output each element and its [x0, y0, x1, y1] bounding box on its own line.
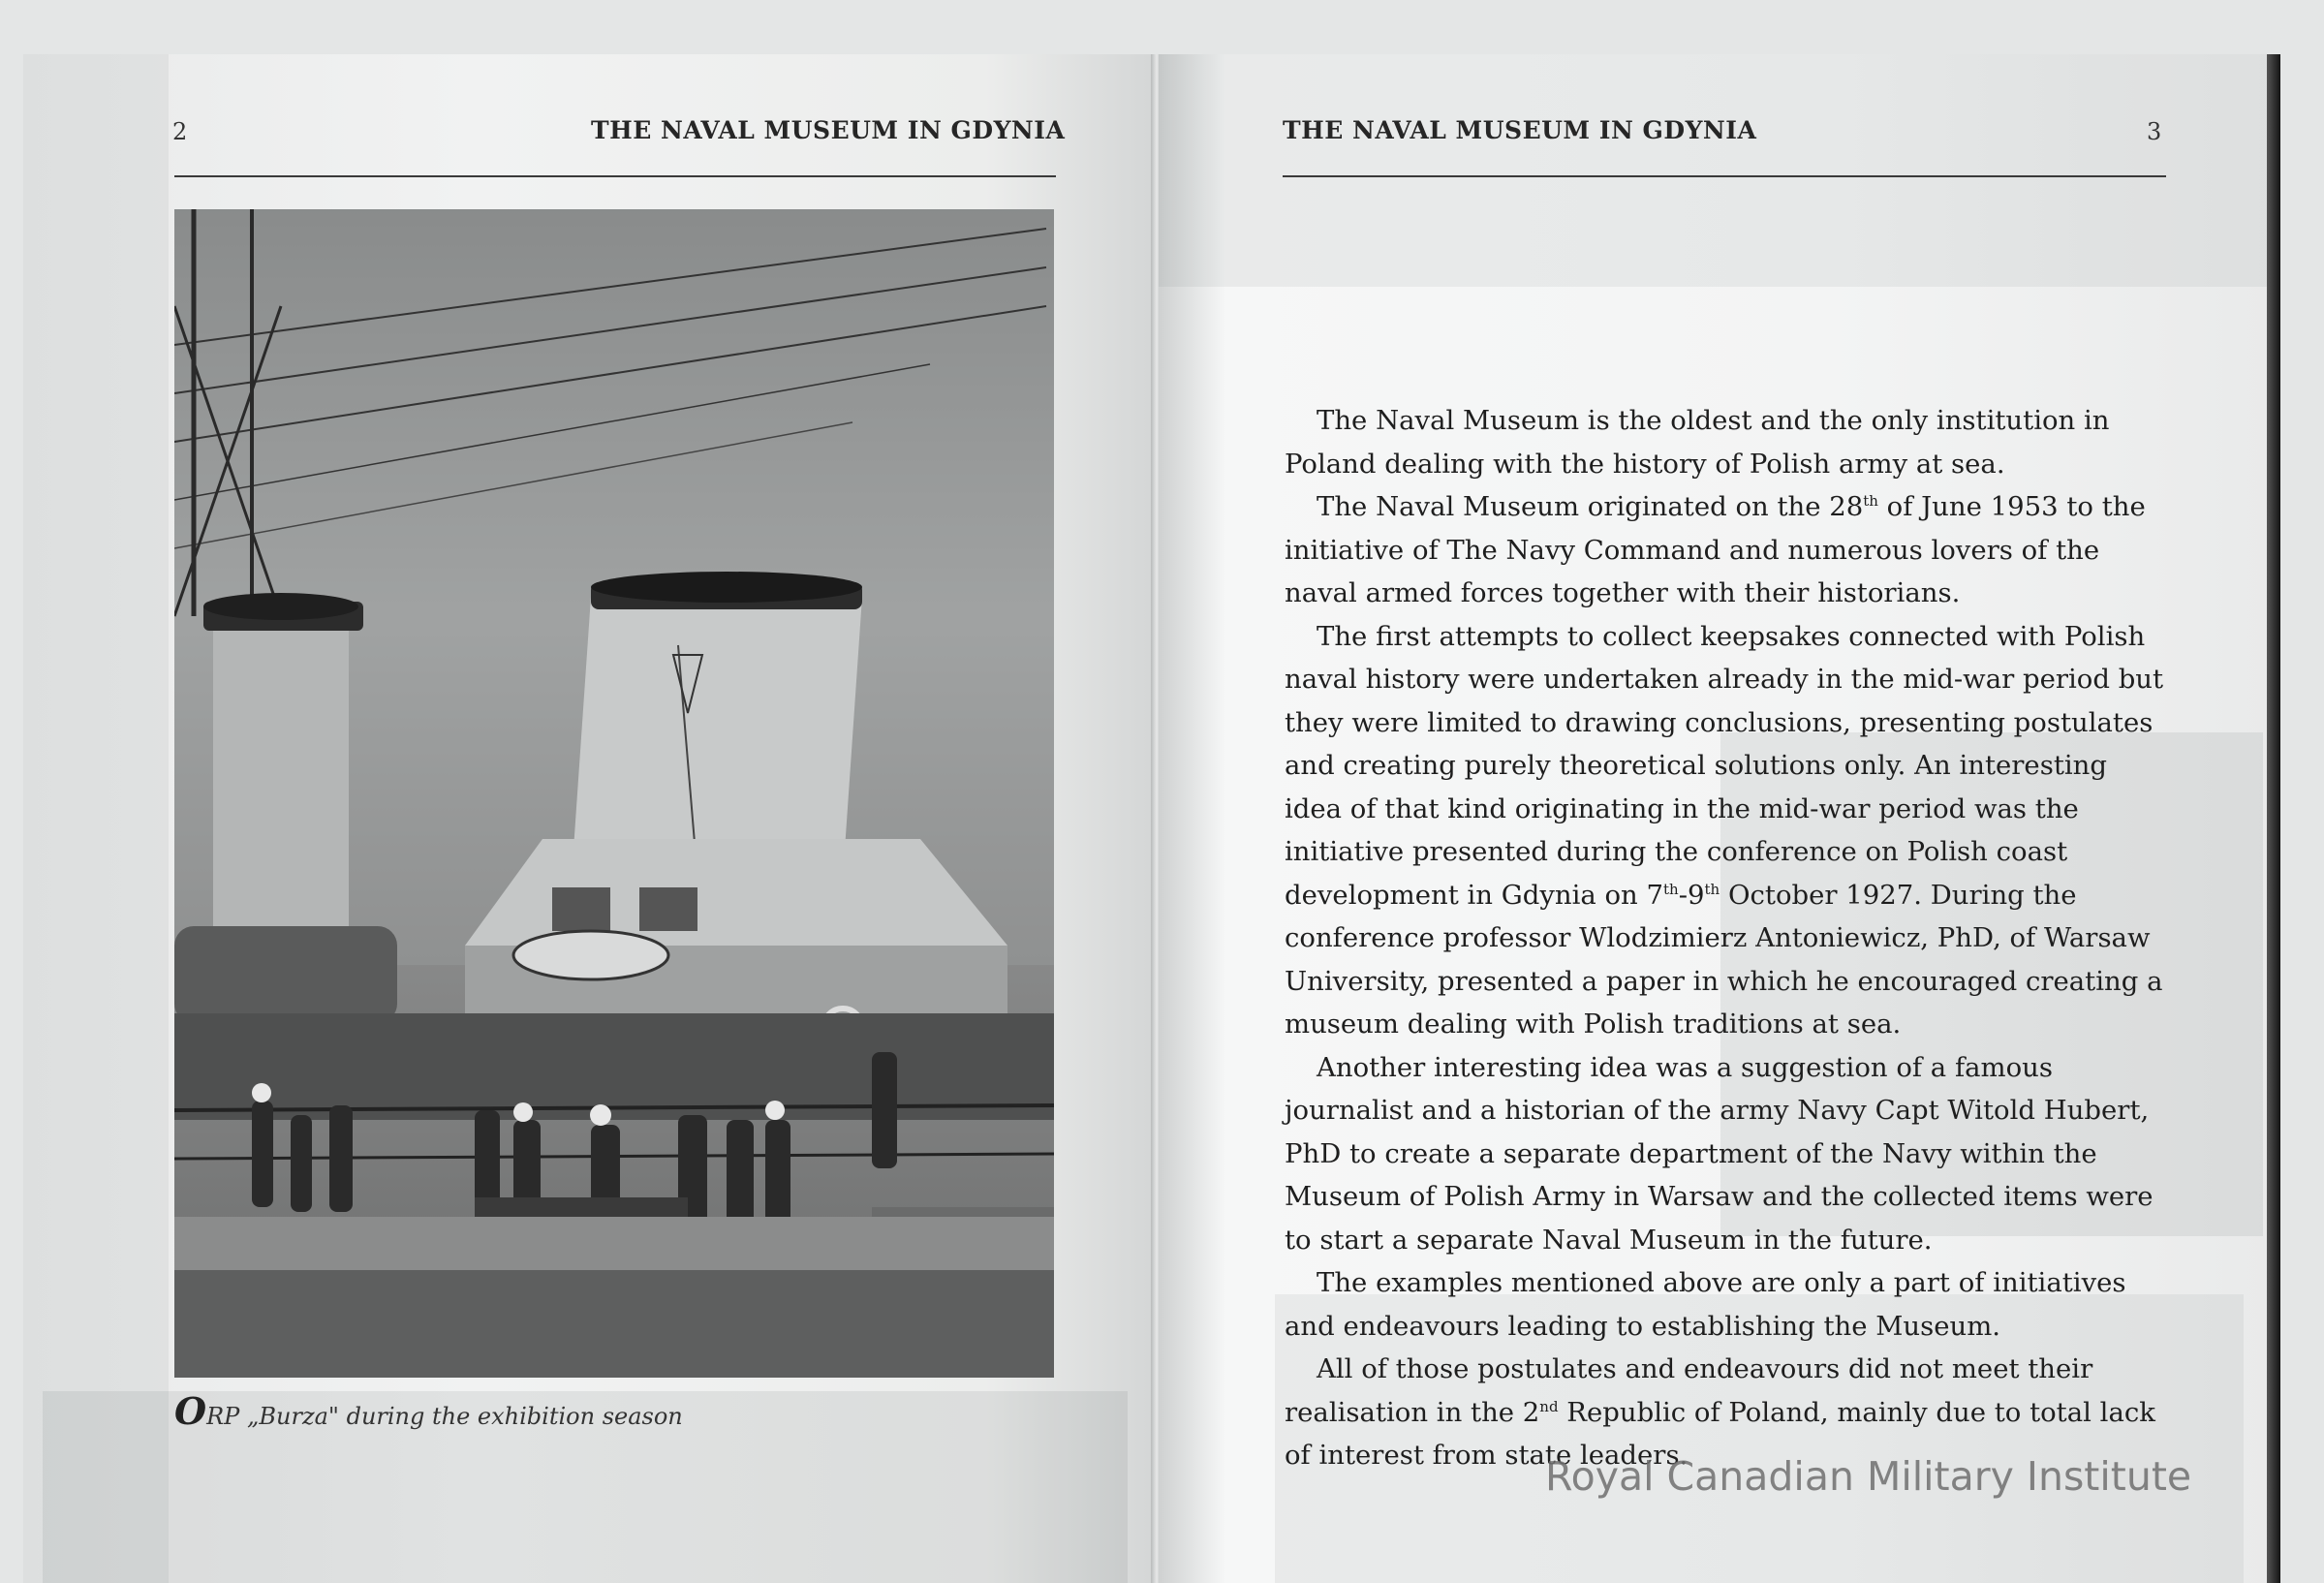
paragraph: All of those postulates and endeavours did not meet their realisation in the 2nd Republic of Poland, mainly due to total lack of interest from state leaders.	[1285, 1353, 2155, 1471]
header-rule	[174, 175, 1056, 177]
caption-text: RP „Burza" during the exhibition season	[206, 1403, 683, 1430]
right-page	[1159, 54, 2280, 1583]
paragraph: The examples mentioned above are only a part of initiatives and endeavours leading to establishing the Museum.	[1285, 1267, 2126, 1342]
running-head: THE NAVAL MUSEUM IN GDYNIA	[1283, 116, 1757, 144]
background-ship-ghost	[23, 54, 169, 1583]
header-rule	[1283, 175, 2166, 177]
page-number: 3	[2147, 118, 2162, 145]
body-text	[1285, 399, 2166, 1477]
left-page	[23, 54, 1155, 1583]
booklet-edge	[2267, 54, 2280, 1583]
paragraph: The Naval Museum originated on the 28th of June 1953 to the initiative of The Navy Command and numerous lovers of the naval armed forces together with their historians.	[1285, 491, 2146, 608]
paragraph: Another interesting idea was a suggestion of a famous journalist and a historian of the army Navy Capt Witold Hubert, PhD to create a separate department of the Navy within the Museum of Polish Army in Warsaw and the collected items were to start a separate Naval Museum in the future.	[1285, 1051, 2154, 1256]
paragraph: The first attempts to collect keepsakes connected with Polish naval history were undertaken already in the mid-war period but they were limited to drawing conclusions, presenting postulates and creating purely theoretical solutions only. An interesting idea of that kind originating in the mid-war period was the initiative presented during the conference on Polish coast development in Gdynia on 7th-9th October 1927. During the conference professor Wlodzimierz Antoniewicz, PhD, of Warsaw University, presented a paper in which he encouraged creating a museum dealing with Polish traditions at sea.	[1285, 620, 2164, 1040]
running-head: THE NAVAL MUSEUM IN GDYNIA	[591, 116, 1066, 144]
watermark: Royal Canadian Military Institute	[1545, 1453, 2192, 1500]
ship-photo-illustration	[174, 209, 1054, 1378]
page-number: 2	[172, 118, 188, 145]
caption-initial: O	[174, 1389, 207, 1433]
background-ghost-top	[1159, 54, 2280, 287]
paragraph: The Naval Museum is the oldest and the only institution in Poland dealing with the history of Polish army at sea.	[1285, 405, 2110, 480]
photo-caption	[174, 1389, 683, 1433]
booklet-spread	[23, 54, 2280, 1583]
ship-photo	[174, 209, 1054, 1378]
